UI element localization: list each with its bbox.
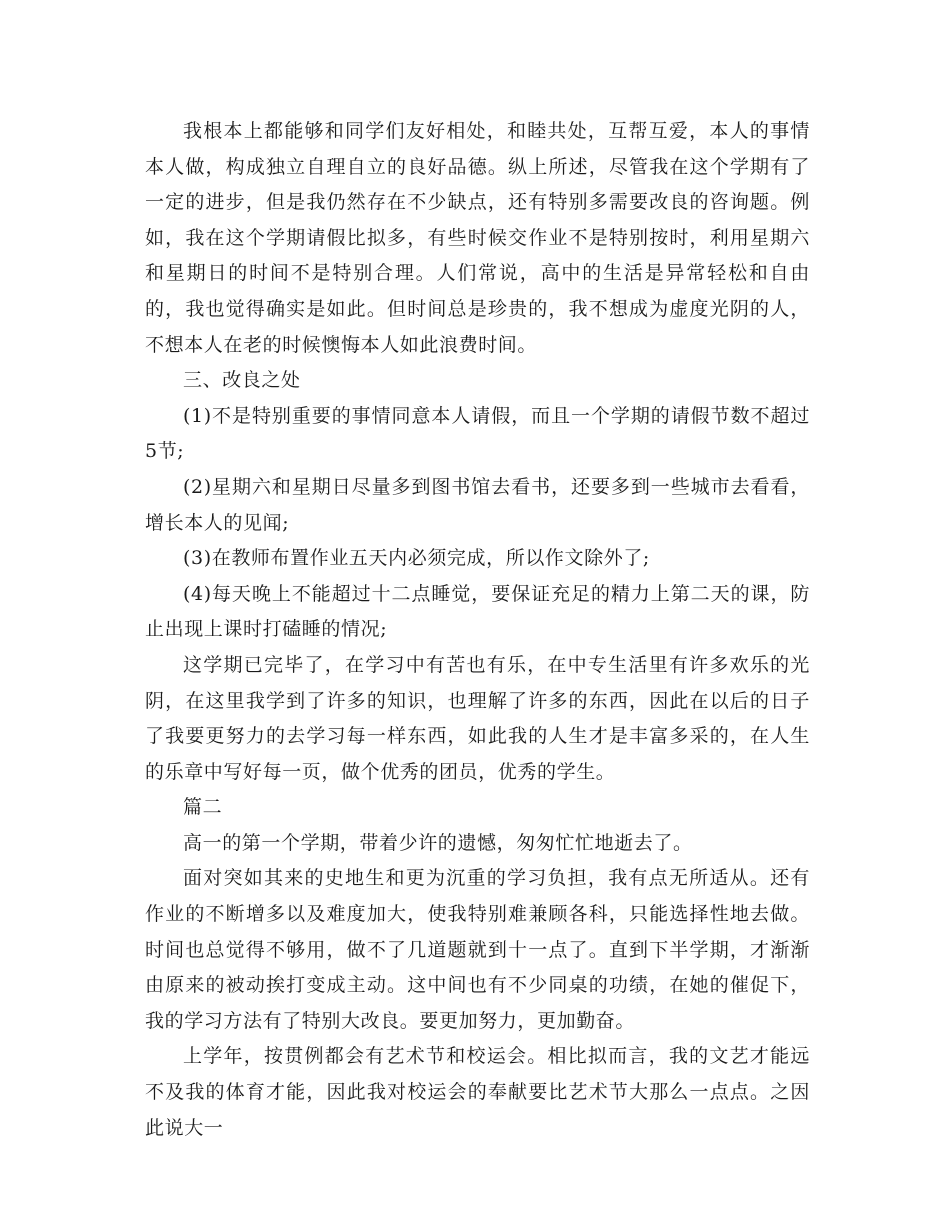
paragraph-arts-sports: 上学年，按贯例都会有艺术节和校运会。相比拟而言，我的文艺才能远不及我的体育才能，因此我对校运会的奉献要比艺术节大那么一点点。之因此说大一 [145, 1045, 810, 1139]
list-item-improvement-2: (2)星期六和星期日尽量多到图书馆去看书，还要多到一些城市去看看，增长本人的见闻; [145, 475, 810, 534]
paragraph-study-burden: 面对突如其来的史地生和更为沉重的学习负担，我有点无所适从。还有作业的不断增多以及难度加大，使我特别难兼顾各科，只能选择性地去做。时间也总觉得不够用，做不了几道题就到十一点了。直到下半学期，才渐渐由原来的被动挨打变成主动。这中间也有不少同桌的功绩，在她的催促下，我的学习方法有了特别大改良。要更加努力，更加勤奋。 [145, 867, 810, 1032]
section-heading-part-two: 篇二 [183, 796, 223, 819]
paragraph-conclusion: 这学期已完毕了，在学习中有苦也有乐，在中专生活里有许多欢乐的光阴，在这里我学到了许多的知识，也理解了许多的东西，因此在以后的日子了我要更努力的去学习每一样东西，如此我的人生才是丰富多采的，在人生的乐章中写好每一页，做个优秀的团员，优秀的学生。 [145, 653, 810, 783]
paragraph-self-assessment: 我根本上都能够和同学们友好相处，和睦共处，互帮互爱，本人的事情本人做，构成独立自理自立的良好品德。纵上所述，尽管我在这个学期有了一定的进步，但是我仍然存在不少缺点，还有特别多需要改良的咨询题。例如，我在这个学期请假比拟多，有些时候交作业不是特别按时，利用星期六和星期日的时间不是特别合理。人们常说，高中的生活是异常轻松和自由的，我也觉得确实是如此。但时间总是珍贵的，我不想成为虚度光阴的人，不想本人在老的时候懊悔本人如此浪费时间。 [145, 120, 810, 356]
list-item-improvement-4: (4)每天晚上不能超过十二点睡觉，要保证充足的精力上第二天的课，防止出现上课时打磕睡的情况; [145, 582, 810, 641]
document-body [145, 114, 810, 1146]
list-item-improvement-1: (1)不是特别重要的事情同意本人请假，而且一个学期的请假节数不超过5节; [145, 404, 810, 463]
paragraph-intro: 高一的第一个学期，带着少许的遗憾，匆匆忙忙地逝去了。 [183, 831, 693, 854]
section-heading-improvements: 三、改良之处 [183, 369, 301, 392]
list-item-improvement-3: (3)在教师布置作业五天内必须完成，所以作文除外了; [183, 547, 650, 570]
